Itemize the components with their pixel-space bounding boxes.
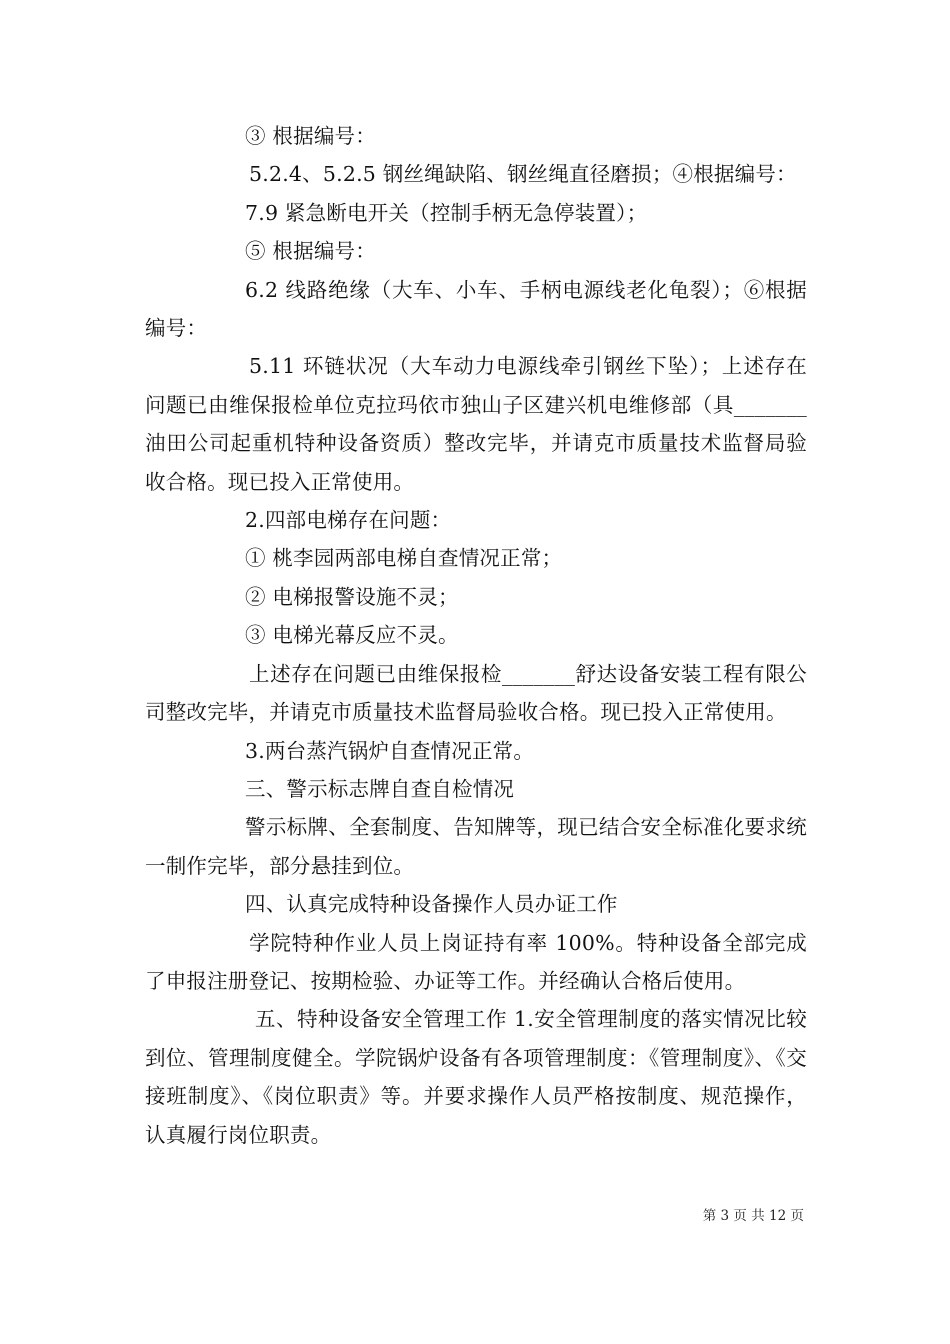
- page-number-footer: 第 3 页 共 12 页: [702, 1208, 804, 1224]
- paragraph-elevator-item-3: ③ 电梯光幕反应不灵。: [245, 623, 459, 648]
- paragraph-item-5: ⑤ 根据编号：: [245, 239, 376, 264]
- paragraph-warning-signs: 警示标牌、全套制度、告知牌等，现已结合安全标准化要求统一制作完毕，部分悬挂到位。: [145, 815, 807, 878]
- paragraph-safety-management: 五、特种设备安全管理工作 1.安全管理制度的落实情况比较到位、管理制度健全。学院锅炉设备有各项管理制度：《管理制度》、《交接班制度》、《岗位职责》等。并要求操作人员严格按制度、规范操作，认真履行岗位职责。: [145, 1007, 807, 1147]
- paragraph-operator-certification: 学院特种作业人员上岗证持有率 100%。特种设备全部完成了申报注册登记、按期检验、办证等工作。并经确认合格后使用。: [145, 930, 807, 993]
- paragraph-boilers: 3.两台蒸汽锅炉自查情况正常。: [245, 738, 535, 763]
- paragraph-elevator-item-2: ② 电梯报警设施不灵；: [245, 584, 459, 609]
- section-heading-operator-certification: 四、认真完成特种设备操作人员办证工作: [245, 892, 618, 917]
- paragraph-line-insulation: 6.2 线路绝缘（大车、小车、手柄电源线老化龟裂）；⑥根据编号：: [145, 277, 807, 341]
- paragraph-elevator-item-1: ① 桃李园两部电梯自查情况正常；: [245, 546, 563, 571]
- paragraph-elevator-heading: 2.四部电梯存在问题：: [245, 508, 452, 533]
- paragraph-chain-status: 5.11 环链状况（大车动力电源线牵引钢丝下坠）；上述存在问题已由维保报检单位克拉玛依市独山子区建兴机电维修部（具_______油田公司起重机特种设备资质）整改完毕，并请克市质量技术监督局验收合格。现已投入正常使用。: [145, 354, 807, 494]
- paragraph-emergency-switch: 7.9 紧急断电开关（控制手柄无急停装置）；: [245, 200, 648, 225]
- paragraph-wire-rope-defects: 5.2.4、5.2.5 钢丝绳缺陷、钢丝绳直径磨损；④根据编号：: [249, 162, 797, 187]
- paragraph-item-3: ③ 根据编号：: [245, 124, 376, 148]
- section-heading-warning-signs: 三、警示标志牌自查自检情况: [245, 776, 515, 801]
- paragraph-elevator-rectification: 上述存在问题已由维保报检_______舒达设备安装工程有限公司整改完毕，并请克市质量技术监督局验收合格。现已投入正常使用。: [145, 661, 807, 725]
- document-body: [145, 117, 807, 1154]
